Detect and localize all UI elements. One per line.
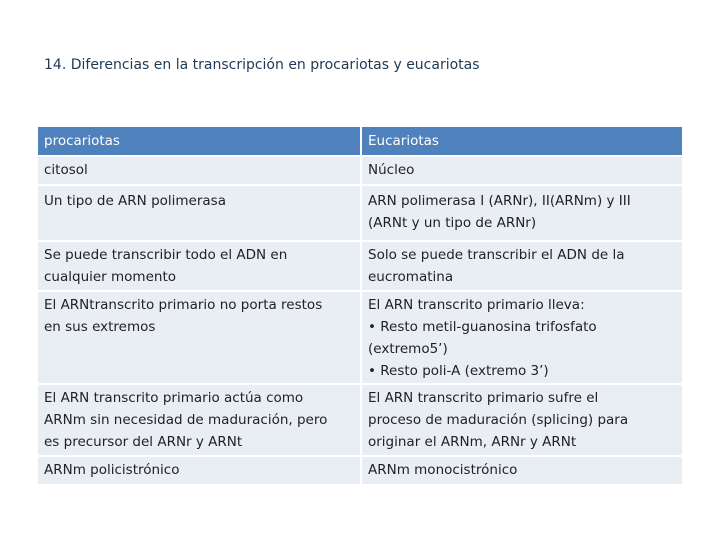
table-row — [38, 186, 682, 240]
table-row — [38, 457, 682, 484]
table-row — [38, 385, 682, 455]
cell-line: en sus extremos — [44, 319, 156, 335]
cell-line: El ARN transcrito primario sufre el — [368, 390, 599, 406]
cell-line: • Resto metil-guanosina trifosfato — [368, 319, 597, 335]
cell-line: (ARNt y un tipo de ARNr) — [368, 215, 537, 231]
cell-procariotas — [38, 457, 360, 484]
cell-line: Un tipo de ARN polimerasa — [44, 193, 226, 209]
header-eucariotas: Eucariotas — [362, 127, 682, 155]
table-header-row — [38, 127, 682, 155]
cell-line: ARNm policistrónico — [44, 462, 180, 478]
cell-line: Se puede transcribir todo el ADN en — [44, 247, 288, 263]
cell-procariotas — [38, 157, 360, 184]
cell-eucariotas — [362, 186, 682, 240]
cell-line: eucromatina — [368, 269, 454, 285]
table-row — [38, 157, 682, 184]
cell-line: ARNm sin necesidad de maduración, pero — [44, 412, 328, 428]
cell-line: El ARN transcrito primario actúa como — [44, 390, 304, 406]
cell-line: originar el ARNm, ARNr y ARNt — [368, 434, 577, 450]
page-title: 14. Diferencias en la transcripción en procariotas y eucariotas — [44, 57, 480, 73]
cell-eucariotas — [362, 292, 682, 383]
cell-line: proceso de maduración (splicing) para — [368, 412, 629, 428]
cell-eucariotas — [362, 385, 682, 455]
cell-procariotas — [38, 292, 360, 383]
cell-line: El ARNtranscrito primario no porta restos — [44, 297, 323, 313]
cell-line: cualquier momento — [44, 269, 177, 285]
comparison-table — [36, 125, 684, 486]
cell-line: Núcleo — [368, 162, 415, 178]
cell-procariotas — [38, 242, 360, 290]
cell-line: ARNm monocistrónico — [368, 462, 518, 478]
cell-line: El ARN transcrito primario lleva: — [368, 297, 585, 313]
cell-line: citosol — [44, 162, 88, 178]
cell-line: • Resto poli-A (extremo 3’) — [368, 363, 549, 379]
table-row — [38, 292, 682, 383]
cell-line: es precursor del ARNr y ARNt — [44, 434, 243, 450]
cell-eucariotas — [362, 157, 682, 184]
header-procariotas: procariotas — [38, 127, 360, 155]
cell-line: ARN polimerasa I (ARNr), II(ARNm) y III — [368, 193, 631, 209]
cell-eucariotas — [362, 242, 682, 290]
cell-procariotas — [38, 186, 360, 240]
cell-procariotas — [38, 385, 360, 455]
cell-line: Solo se puede transcribir el ADN de la — [368, 247, 625, 263]
cell-line: (extremo5’) — [368, 341, 448, 357]
cell-eucariotas — [362, 457, 682, 484]
table-row — [38, 242, 682, 290]
